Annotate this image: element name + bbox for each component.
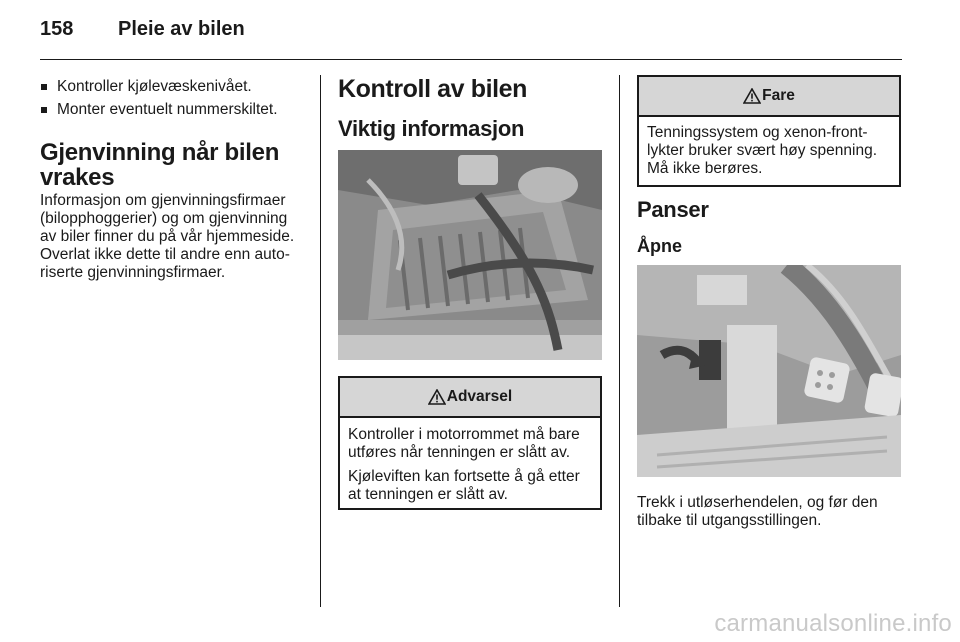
danger-box-title: Fare: [762, 87, 795, 104]
danger-box-body: [639, 117, 899, 186]
section-heading-vehicle-check: Kontroll av bilen: [338, 75, 528, 103]
bullet-square-icon: [41, 107, 47, 113]
page-number: 158: [40, 18, 74, 40]
warning-paragraph: [348, 426, 592, 462]
bullet-square-icon: [41, 84, 47, 90]
paragraph-line: Tenningssystem og xenon-front-: [647, 124, 868, 141]
warning-box: [338, 376, 602, 510]
danger-box: [637, 75, 901, 187]
list-item: [40, 78, 310, 96]
warning-triangle-icon: [428, 389, 446, 405]
paragraph-line: Informasjon om gjenvinningsfirmaer: [40, 192, 286, 209]
warning-triangle-icon: [743, 88, 761, 104]
warning-box-header: [340, 378, 600, 418]
subheading-important-info: Viktig informasjon: [338, 116, 525, 141]
paragraph-line: Trekk i utløserhendelen, og før den: [637, 494, 878, 511]
heading-line: Gjenvinning når bilen: [40, 139, 280, 166]
paragraph-line: Må ikke berøres.: [647, 160, 763, 177]
warning-box-body: [340, 418, 600, 512]
watermark: carmanualsonline.info: [714, 610, 952, 637]
paragraph-line: av biler finner du på vår hjemmeside.: [40, 228, 295, 245]
engine-bay-photo: [338, 150, 602, 360]
bonnet-caption: [637, 494, 907, 530]
bonnet-release-photo: [637, 265, 901, 477]
column-divider-2: [619, 75, 620, 607]
bullet-text: Kontroller kjølevæskenivået.: [57, 78, 252, 95]
subheading-open: Åpne: [637, 236, 682, 256]
warning-box-title: Advarsel: [446, 388, 513, 405]
paragraph-line: utføres når tenningen er slått av.: [348, 444, 570, 461]
paragraph-line: Kontroller i motorrommet må bare: [348, 426, 580, 443]
column-divider-1: [320, 75, 321, 607]
paragraph-line: tilbake til utgangsstillingen.: [637, 512, 822, 529]
section-heading-bonnet: Panser: [637, 197, 709, 222]
bullet-text: Monter eventuelt nummerskiltet.: [57, 101, 278, 118]
danger-box-header: [639, 77, 899, 117]
paragraph-line: riserte gjenvinningsfirmaer.: [40, 264, 226, 281]
list-item: [40, 101, 310, 119]
paragraph-line: (bilopphoggerier) og om gjenvinning: [40, 210, 288, 227]
paragraph-line: at tenningen er slått av.: [348, 486, 508, 503]
section-heading-recycling: [40, 140, 315, 190]
paragraph-line: Kjøleviften kan fortsette å gå etter: [348, 468, 580, 485]
warning-paragraph: [348, 468, 592, 504]
heading-line: vrakes: [40, 164, 115, 191]
page-title: Pleie av bilen: [118, 18, 245, 40]
paragraph-line: lykter bruker svært høy spenning.: [647, 142, 878, 159]
bullet-list: [40, 78, 310, 124]
header-rule: [40, 59, 902, 60]
recycling-paragraph: [40, 192, 318, 282]
paragraph-line: Overlat ikke dette til andre enn auto-: [40, 246, 290, 263]
